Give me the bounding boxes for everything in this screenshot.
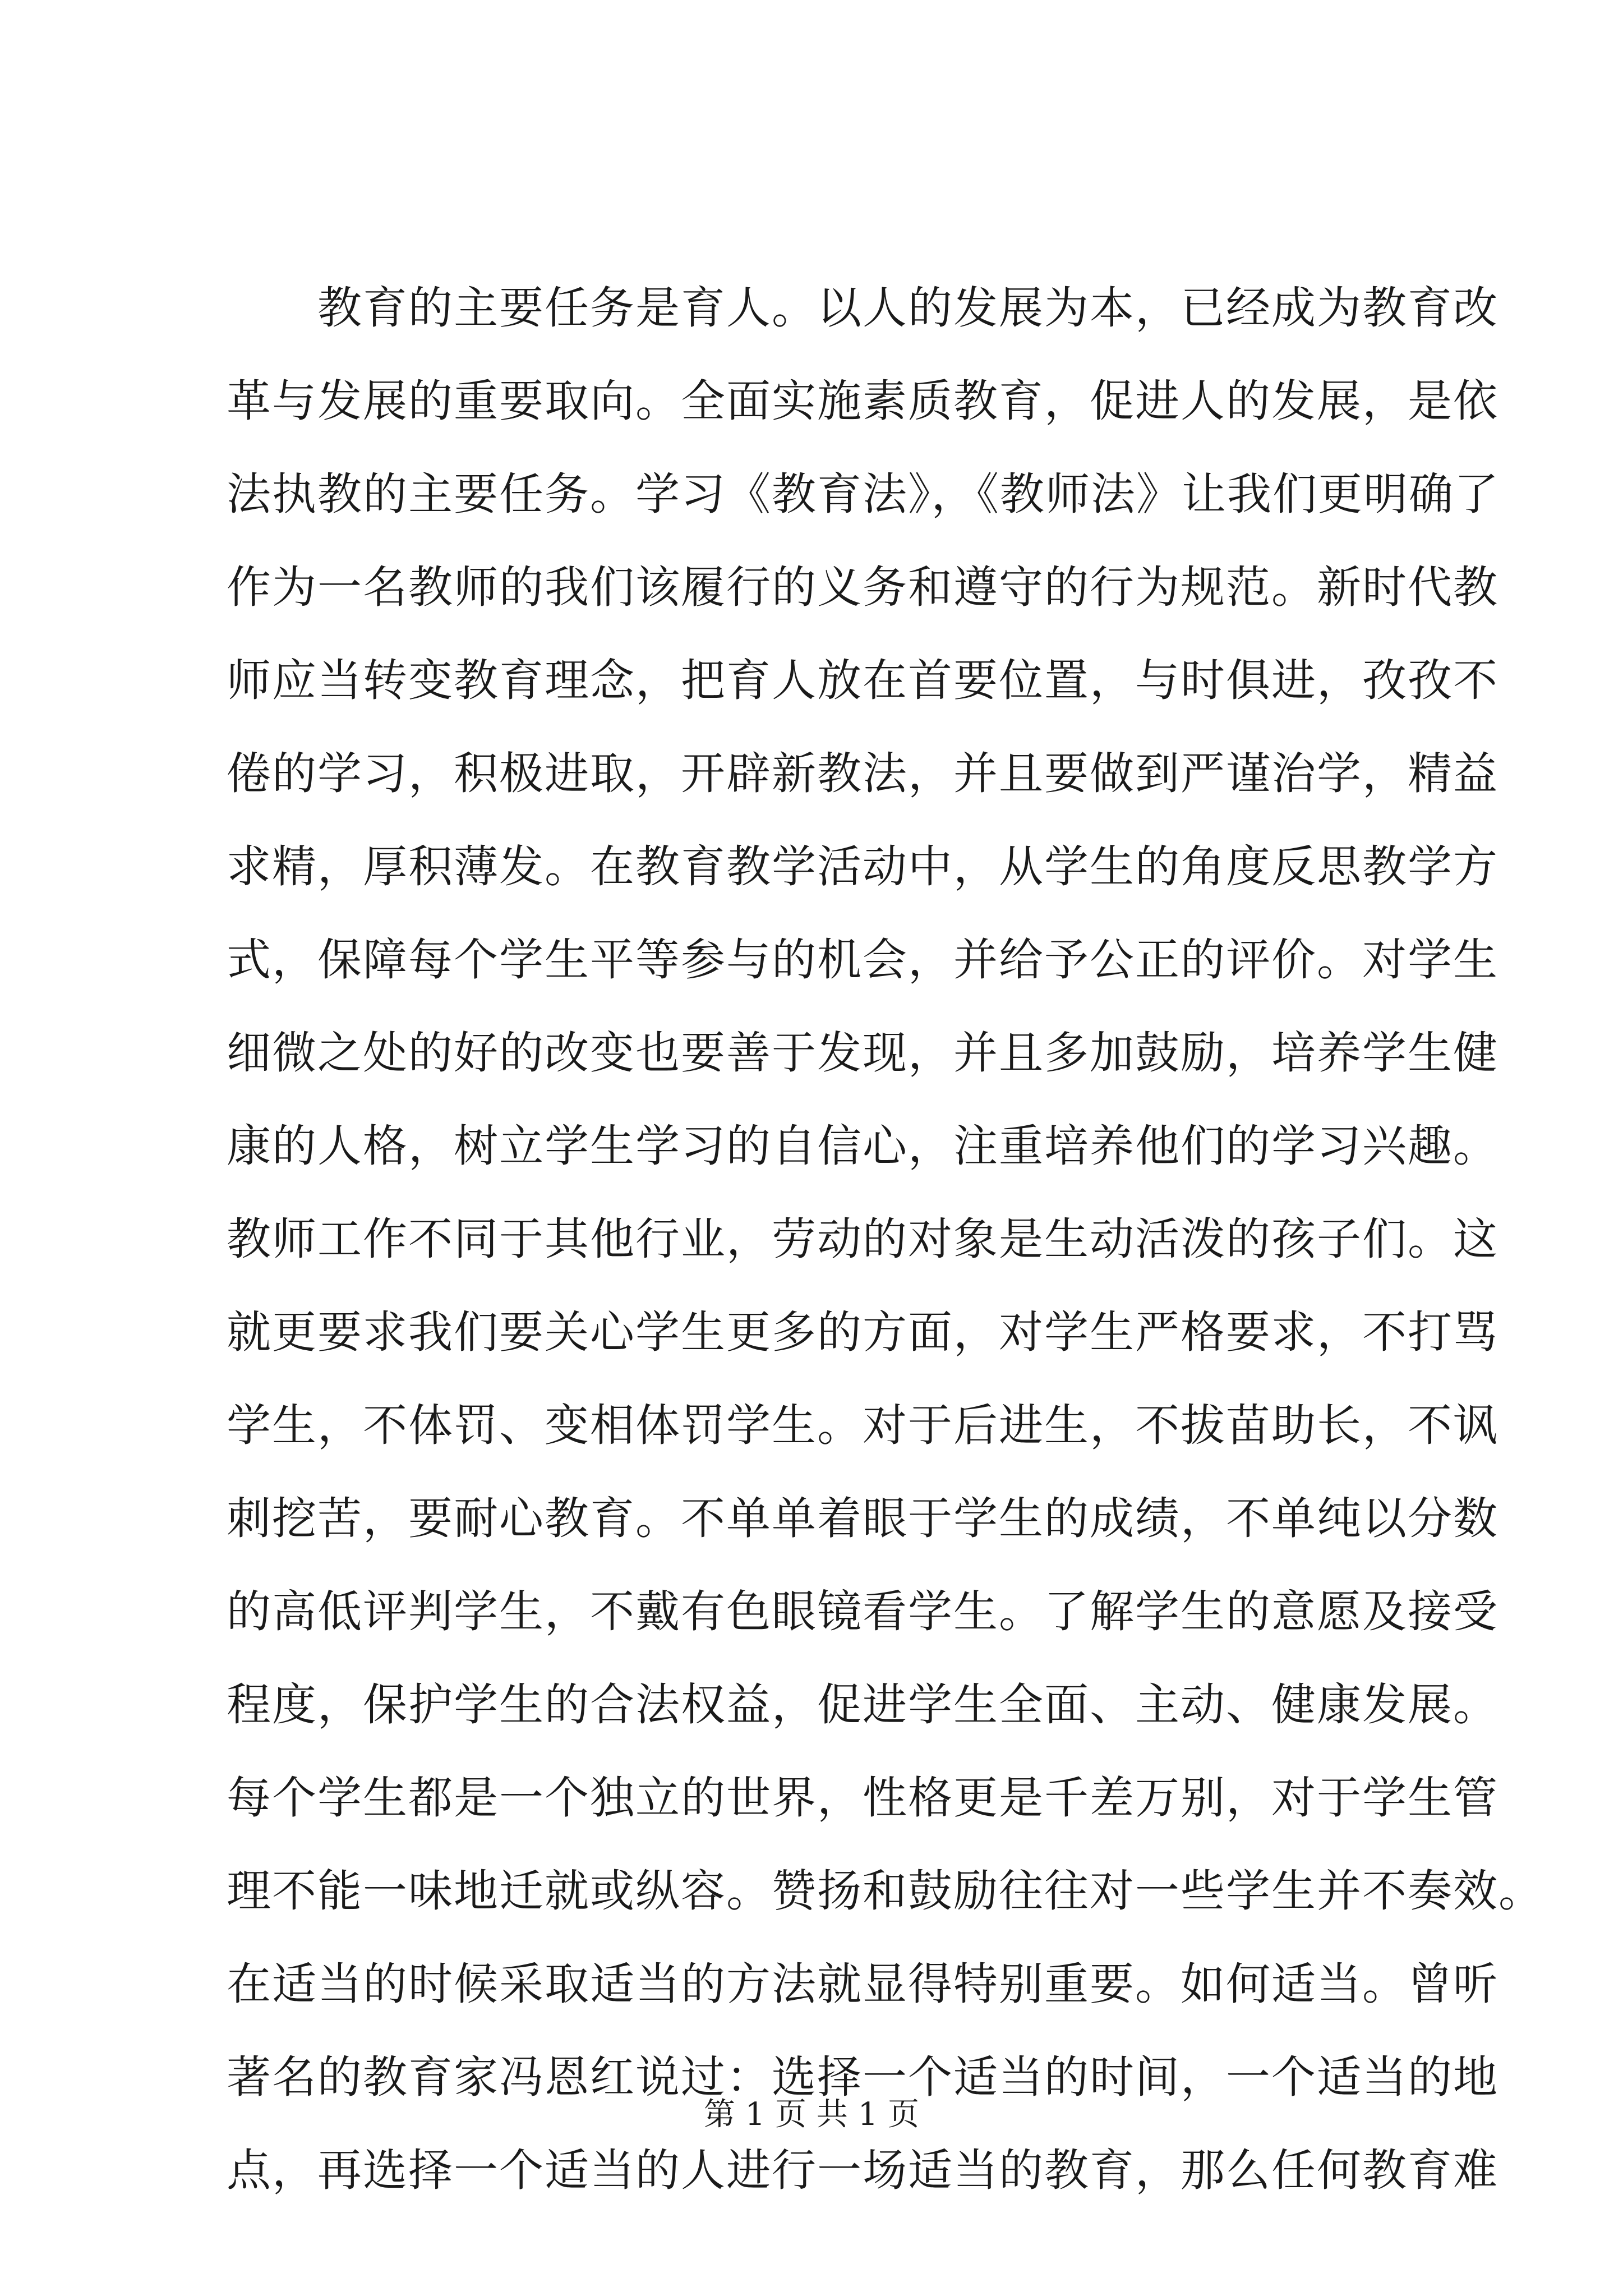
paragraph-line: 刺挖苦，要耐心教育。不单单着眼于学生的成绩，不单纯以分数 (227, 1493, 1498, 1544)
page-number-footer: 第 1 页 共 1 页 (703, 2096, 920, 2133)
paragraph-line: 师应当转变教育理念，把育人放在首要位置，与时俱进，孜孜不 (227, 655, 1498, 706)
paragraph-line: 式，保障每个学生平等参与的机会，并给予公正的评价。对学生 (227, 934, 1498, 986)
paragraph-line: 理不能一味地迁就或纵容。赞扬和鼓励往往对一些学生并不奏效。 (227, 1865, 1544, 1917)
paragraph-line: 程度，保护学生的合法权益，促进学生全面、主动、健康发展。 (227, 1679, 1498, 1731)
paragraph-line: 教师工作不同于其他行业，劳动的对象是生动活泼的孩子们。这 (227, 1213, 1498, 1265)
paragraph-line: 倦的学习，积极进取，开辟新教法，并且要做到严谨治学，精益 (227, 748, 1498, 799)
paragraph-line: 细微之处的好的改变也要善于发现，并且多加鼓励，培养学生健 (227, 1027, 1498, 1079)
paragraph-line: 革与发展的重要取向。全面实施素质教育，促进人的发展，是依 (227, 375, 1498, 427)
paragraph-line: 法执教的主要任务。学习《教育法》，《教师法》让我们更明确了 (227, 468, 1500, 520)
body-paragraph (227, 261, 1544, 2217)
paragraph-line: 著名的教育家冯恩红说过：选择一个适当的时间，一个适当的地 (227, 2051, 1498, 2103)
paragraph-line: 求精，厚积薄发。在教育教学活动中，从学生的角度反思教学方 (227, 841, 1498, 892)
paragraph-line: 作为一名教师的我们该履行的义务和遵守的行为规范。新时代教 (227, 562, 1498, 613)
paragraph-line: 康的人格，树立学生学习的自信心，注重培养他们的学习兴趣。 (227, 1120, 1498, 1172)
paragraph-line: 点，再选择一个适当的人进行一场适当的教育，那么任何教育难 (227, 2145, 1498, 2196)
paragraph-line: 的高低评判学生，不戴有色眼镜看学生。了解学生的意愿及接受 (227, 1586, 1498, 1637)
paragraph-line: 教育的主要任务是育人。以人的发展为本，已经成为教育改 (227, 282, 1498, 334)
paragraph-line: 就更要求我们要关心学生更多的方面，对学生严格要求，不打骂 (227, 1306, 1498, 1358)
paragraph-line: 在适当的时候采取适当的方法就显得特别重要。如何适当。曾听 (227, 1958, 1498, 2010)
paragraph-line: 学生，不体罚、变相体罚学生。对于后进生，不拔苗助长，不讽 (227, 1400, 1498, 1451)
paragraph-line: 每个学生都是一个独立的世界，性格更是千差万别，对于学生管 (227, 1772, 1498, 1824)
